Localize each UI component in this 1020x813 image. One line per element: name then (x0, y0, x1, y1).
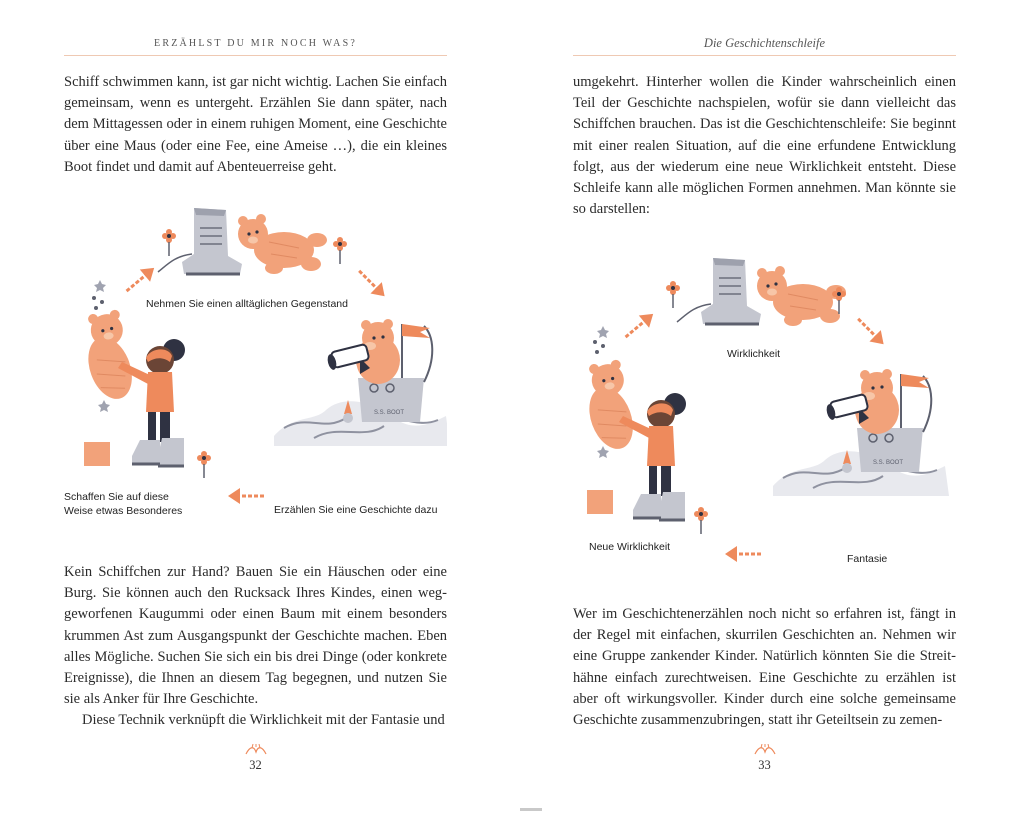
flower-icon (666, 281, 680, 308)
teddy-bear-drawing (238, 214, 327, 274)
caption-left: Neue Wirklichkeit (589, 541, 671, 553)
arrow-icon (354, 265, 391, 302)
caption-top: Wirklichkeit (727, 348, 781, 360)
teddy-bear-drawing (757, 266, 846, 326)
flower-icon (333, 237, 347, 264)
running-head: Die Geschichtenschleife (703, 36, 826, 50)
folio-ornament-icon (753, 744, 777, 756)
body-paragraph: Kein Schiffchen zur Hand? Bauen Sie ein Häuschen oder eine Burg. Sie können auch den Rucksack Ihres Kindes, einen weggeworfenen Kaugummi oder einen Baum mit einem besonders krummen Ast zum Ausgangspunkt der Geschichte machen. Eben alles Mögliche. Suchen Sie sich ein bis drei Dinge (oder konkrete Ereignisse), die Ihnen an diesem Tag begegnen, und nutzen Sie sie als Anker für Ihre Geschichte. (64, 564, 447, 708)
illustration-art (64, 200, 447, 530)
right-page (573, 0, 956, 800)
arrow-icon (620, 308, 658, 343)
teddy-bear-held-drawing (577, 358, 642, 457)
caption-left-line2: Weise etwas Besonderes (64, 505, 183, 517)
star-icon (94, 280, 106, 292)
arrow-icon (725, 546, 761, 562)
star-icon (597, 326, 609, 338)
page-number: 32 (249, 758, 262, 772)
flower-icon (197, 451, 211, 478)
body-paragraph: Schiff schwimmen kann, ist gar nicht wichtig. Lachen Sie einfach gemeinsam, wenn es untergeht. Erzählen Sie dann später, nach dem Mittagessen oder in einem ruhigen Moment, eine Geschichte über eine Maus (oder eine Fee, eine Ameise …), die ein kleines Boot findet und damit auf Abenteuerreise geht. (64, 74, 447, 175)
gift-box-drawing (587, 490, 613, 514)
boat-label: S.S. BOOT (873, 460, 904, 466)
dots-decoration (593, 340, 605, 354)
body-paragraph: Wer im Geschichtenerzählen noch nicht so erfahren ist, fängt in der Regel mit einfachen, skurrilen Geschichten an. Nehmen wir eine Gruppe zankender Kinder. Natürlich könnten Sie die Streithähne einfach zurechtweisen. Eine Geschichte zu erzählen ist aber oft wirkungsvoller. Kinder durch eine solche gemeinsame Geschichte zusammenzubringen, statt ihr Geteiltsein zu zemen- (573, 606, 956, 729)
body-paragraph: Diese Technik verknüpft die Wirklichkeit mit der Fantasie und (82, 712, 445, 728)
body-paragraph: umgekehrt. Hinterher wollen die Kinder wahrscheinlich einen Teil der Geschichte nachspielen, wofür sie dann vielleicht das Schiffchen brauchen. Das ist die Geschichtenschleife: Sie beginnt mit einer realen Situation, auf die eine erfundene Entwicklung folgt, aus der wiederum eine neue Wirklichkeit entsteht. Diese Schleife kann alle möglichen Formen annehmen. Man könnte sie so darstellen: (573, 74, 956, 218)
header-rule (573, 55, 956, 56)
arrow-icon (228, 488, 264, 504)
boat-scene-drawing (773, 369, 949, 496)
caption-left-line1: Schaffen Sie auf diese (64, 491, 169, 503)
caption-top: Nehmen Sie einen alltäglichen Gegenstand (146, 298, 348, 310)
story-loop-illustration (573, 250, 956, 580)
folio-ornament-icon (244, 744, 268, 756)
page-divider-handle[interactable] (520, 808, 542, 811)
teddy-bear-held-drawing (76, 308, 141, 407)
dots-decoration (92, 296, 104, 310)
arrow-icon (121, 262, 159, 297)
caption-right: Erzählen Sie eine Geschichte dazu (274, 504, 438, 516)
flower-icon (162, 229, 176, 256)
star-icon (597, 446, 609, 458)
header-rule (64, 55, 447, 56)
story-loop-illustration (64, 200, 447, 530)
boat-scene-drawing (274, 319, 447, 446)
flower-icon (694, 507, 708, 534)
page-number: 33 (758, 758, 771, 772)
boot-drawing (677, 258, 761, 324)
left-page (64, 0, 447, 800)
gift-box-drawing (84, 442, 110, 466)
running-head: ERZÄHLST DU MIR NOCH WAS? (154, 38, 357, 49)
arrow-icon (853, 313, 890, 350)
star-icon (98, 400, 110, 412)
boat-label: S.S. BOOT (374, 410, 405, 416)
illustration-art (573, 250, 956, 580)
child-drawing (118, 339, 185, 466)
caption-right: Fantasie (847, 553, 888, 565)
